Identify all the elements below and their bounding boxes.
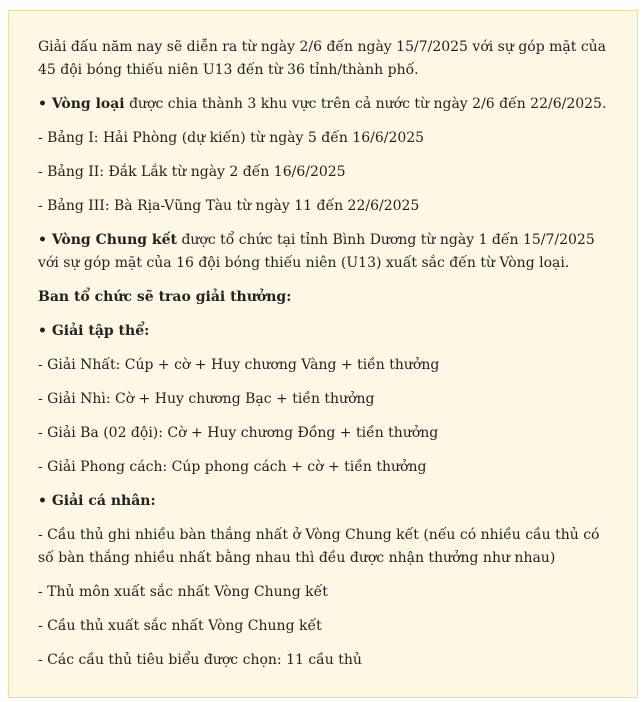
- individual-award-best-player: - Cầu thủ xuất sắc nhất Vòng Chung kết: [38, 618, 322, 634]
- individual-award-best-goalkeeper: - Thủ môn xuất sắc nhất Vòng Chung kết: [38, 584, 328, 600]
- team-awards-heading: • Giải tập thể:: [38, 323, 150, 339]
- qualifier-label: • Vòng loại: [38, 96, 125, 112]
- group-1-line: - Bảng I: Hải Phòng (dự kiến) từ ngày 5 đến 16/6/2025: [38, 130, 425, 146]
- team-award-second: - Giải Nhì: Cờ + Huy chương Bạc + tiền thưởng: [38, 391, 375, 407]
- qualifier-paragraph: [38, 93, 607, 116]
- info-box: [8, 10, 638, 698]
- individual-award-top-scorer: - Cầu thủ ghi nhiều bàn thắng nhất ở Vòng Chung kết (nếu có nhiều cầu thủ có số bàn thắng nhiều nhất bằng nhau thì đều được nhận thưởng như nhau): [38, 527, 600, 566]
- team-award-first: - Giải Nhất: Cúp + cờ + Huy chương Vàng + tiền thưởng: [38, 357, 440, 373]
- group-2-line: - Bảng II: Đắk Lắk từ ngày 2 đến 16/6/2025: [38, 164, 346, 180]
- final-label: • Vòng Chung kết: [38, 232, 177, 248]
- group-3-line: - Bảng III: Bà Rịa-Vũng Tàu từ ngày 11 đến 22/6/2025: [38, 198, 420, 214]
- intro-paragraph: Giải đấu năm nay sẽ diễn ra từ ngày 2/6 đến ngày 15/7/2025 với sự góp mặt của 45 đội bóng thiếu niên U13 đến từ 36 tỉnh/thành phố.: [38, 39, 607, 78]
- final-text: được tổ chức tại tỉnh Bình Dương từ ngày 1 đến 15/7/2025 với sự góp mặt của 16 đội bóng thiếu niên (U13) xuất sắc đến từ Vòng loại.: [38, 232, 595, 271]
- team-award-third: - Giải Ba (02 đội): Cờ + Huy chương Đồng + tiền thưởng: [38, 425, 439, 441]
- qualifier-text: được chia thành 3 khu vực trên cả nước từ ngày 2/6 đến 22/6/2025.: [124, 96, 607, 112]
- team-award-style: - Giải Phong cách: Cúp phong cách + cờ + tiền thưởng: [38, 459, 427, 475]
- individual-award-selected-players: - Các cầu thủ tiêu biểu được chọn: 11 cầu thủ: [38, 652, 362, 668]
- awards-heading: Ban tổ chức sẽ trao giải thưởng:: [38, 289, 292, 305]
- final-paragraph: [38, 229, 607, 275]
- individual-awards-heading: • Giải cá nhân:: [38, 493, 156, 509]
